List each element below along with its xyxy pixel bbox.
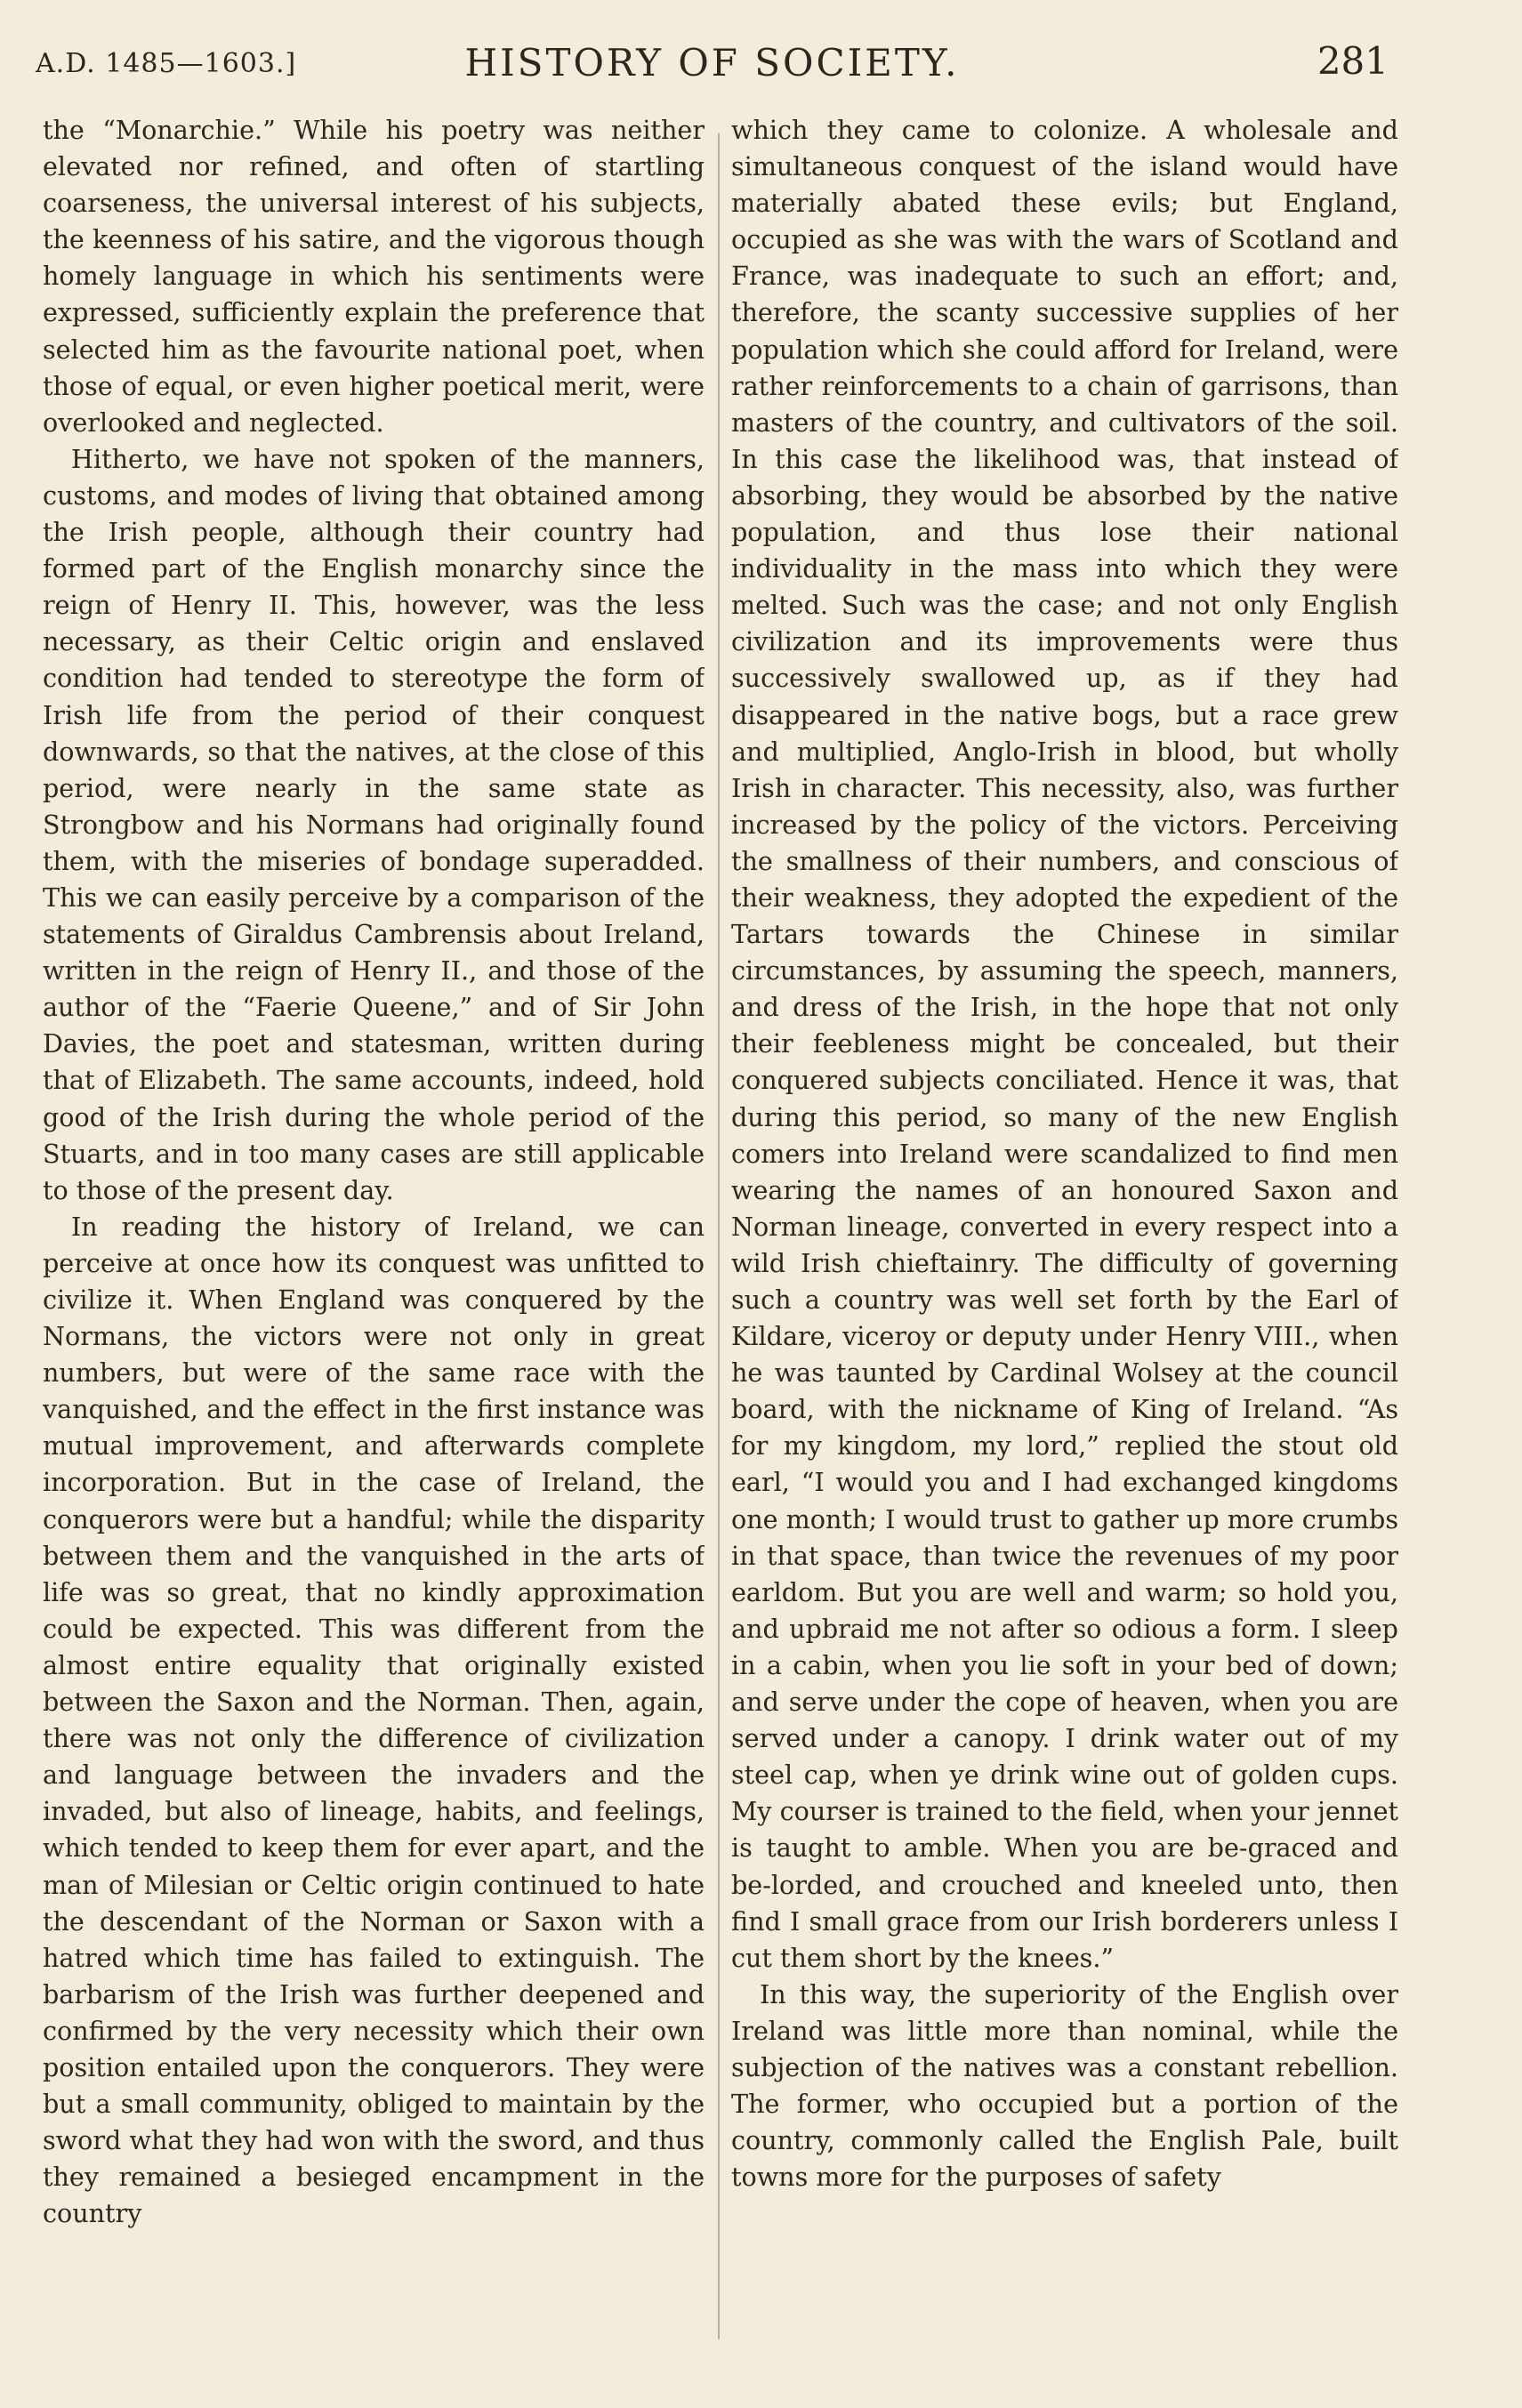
- column-divider: [718, 133, 720, 2340]
- left-column: [43, 112, 705, 2389]
- era-range: A.D. 1485—1603.]: [36, 48, 297, 79]
- paragraph: which they came to colonize. A wholesale and simultaneous conquest of the island would have materially abated these evils; but England, occupied as she was with the wars of Scotland and France, was inadequate to such an effort; and, therefore, the scanty successive supplies of her population which she could afford for Ireland, were rather reinforcements to a chain of garrisons, than masters of the country, and cultivators of the soil. In this case the likelihood was, that instead of absorbing, they would be absorbed by the native population, and thus lose their national individuality in the mass into which they were melted. Such was the case; and not only English civilization and its improvements were thus successively swallowed up, as if they had disappeared in the native bogs, but a race grew and multiplied, Anglo-Irish in blood, but wholly Irish in character. This necessity, also, was further increased by the policy of the victors. Perceiving the smallness of their numbers, and conscious of their weakness, they adopted the expedient of the Tartars towards the Chinese in similar circumstances, by assuming the speech, manners, and dress of the Irish, in the hope that not only their feebleness might be concealed, but their conquered subjects conciliated. Hence it was, that during this period, so many of the new English comers into Ireland were scandalized to find men wearing the names of an honoured Saxon and Norman lineage, converted in every respect into a wild Irish chieftainry. The difficulty of governing such a country was well set forth by the Earl of Kildare, viceroy or deputy under Henry VIII., when he was taunted by Cardinal Wolsey at the council board, with the nickname of King of Ireland. “As for my kingdom, my lord,” replied the stout old earl, “I would you and I had exchanged kingdoms one month; I would trust to gather up more crumbs in that space, than twice the revenues of my poor earldom. But you are well and warm; so hold you, and upbraid me not after so odious a form. I sleep in a cabin, when you lie soft in your bed of down; and serve under the cope of heaven, when you are served under a canopy. I drink water out of my steel cap, when ye drink wine out of golden cups. My courser is trained to the field, when your jennet is taught to amble. When you are be-graced and be-lorded, and crouched and kneeled unto, then find I small grace from our Irish borderers unless I cut them short by the knees.”: [731, 115, 1398, 1973]
- paragraph: In reading the history of Ireland, we can perceive at once how its conquest was unfitted to civilize it. When England was conquered by the Normans, the victors were not only in great numbers, but were of the same race with the vanquished, and the effect in the first instance was mutual improvement, and afterwards complete incorporation. But in the case of Ireland, the conquerors were but a handful; while the disparity between them and the vanquished in the arts of life was so great, that no kindly approximation could be expected. This was different from the almost entire equality that originally existed between the Saxon and the Norman. Then, again, there was not only the difference of civilization and language between the invaders and the invaded, but also of lineage, habits, and feelings, which tended to keep them for ever apart, and the man of Milesian or Celtic origin continued to hate the descendant of the Norman or Saxon with a hatred which time has failed to extinguish. The barbarism of the Irish was further deepened and confirmed by the very necessity which their own position entailed upon the conquerors. They were but a small community, obliged to maintain by the sword what they had won with the sword, and thus they remained a besieged encampment in the country: [43, 1211, 705, 2229]
- paragraph: In this way, the superiority of the English over Ireland was little more than nominal, while the subjection of the natives was a constant rebellion. The former, who occupied but a portion of the country, commonly called the English Pale, built towns more for the purposes of safety: [731, 1978, 1398, 2193]
- paragraph: the “Monarchie.” While his poetry was neither elevated nor refined, and often of startling coarseness, the universal interest of his subjects, the keenness of his satire, and the vigorous though homely language in which his sentiments were expressed, sufficiently explain the preference that selected him as the favourite national poet, when those of equal, or even higher poetical merit, were overlooked and neglected.: [43, 115, 705, 438]
- running-header: [36, 36, 1389, 98]
- paragraph: Hitherto, we have not spoken of the manners, customs, and modes of living that obtained among the Irish people, although their country had formed part of the English monarchy since the reign of Henry II. This, however, was the less necessary, as their Celtic origin and enslaved condition had tended to stereotype the form of Irish life from the period of their conquest downwards, so that the natives, at the close of this period, were nearly in the same state as Strongbow and his Normans had originally found them, with the miseries of bondage superadded. This we can easily perceive by a comparison of the statements of Giraldus Cambrensis about Ireland, written in the reign of Henry II., and those of the author of the “Faerie Queene,” and of Sir John Davies, the poet and statesman, written during that of Elizabeth. The same accounts, indeed, hold good of the Irish during the whole period of the Stuarts, and in too many cases are still applicable to those of the present day.: [43, 443, 705, 1205]
- right-column: [731, 112, 1398, 2389]
- page-title: HISTORY OF SOCIETY.: [464, 41, 960, 85]
- page-number: 281: [1317, 39, 1389, 83]
